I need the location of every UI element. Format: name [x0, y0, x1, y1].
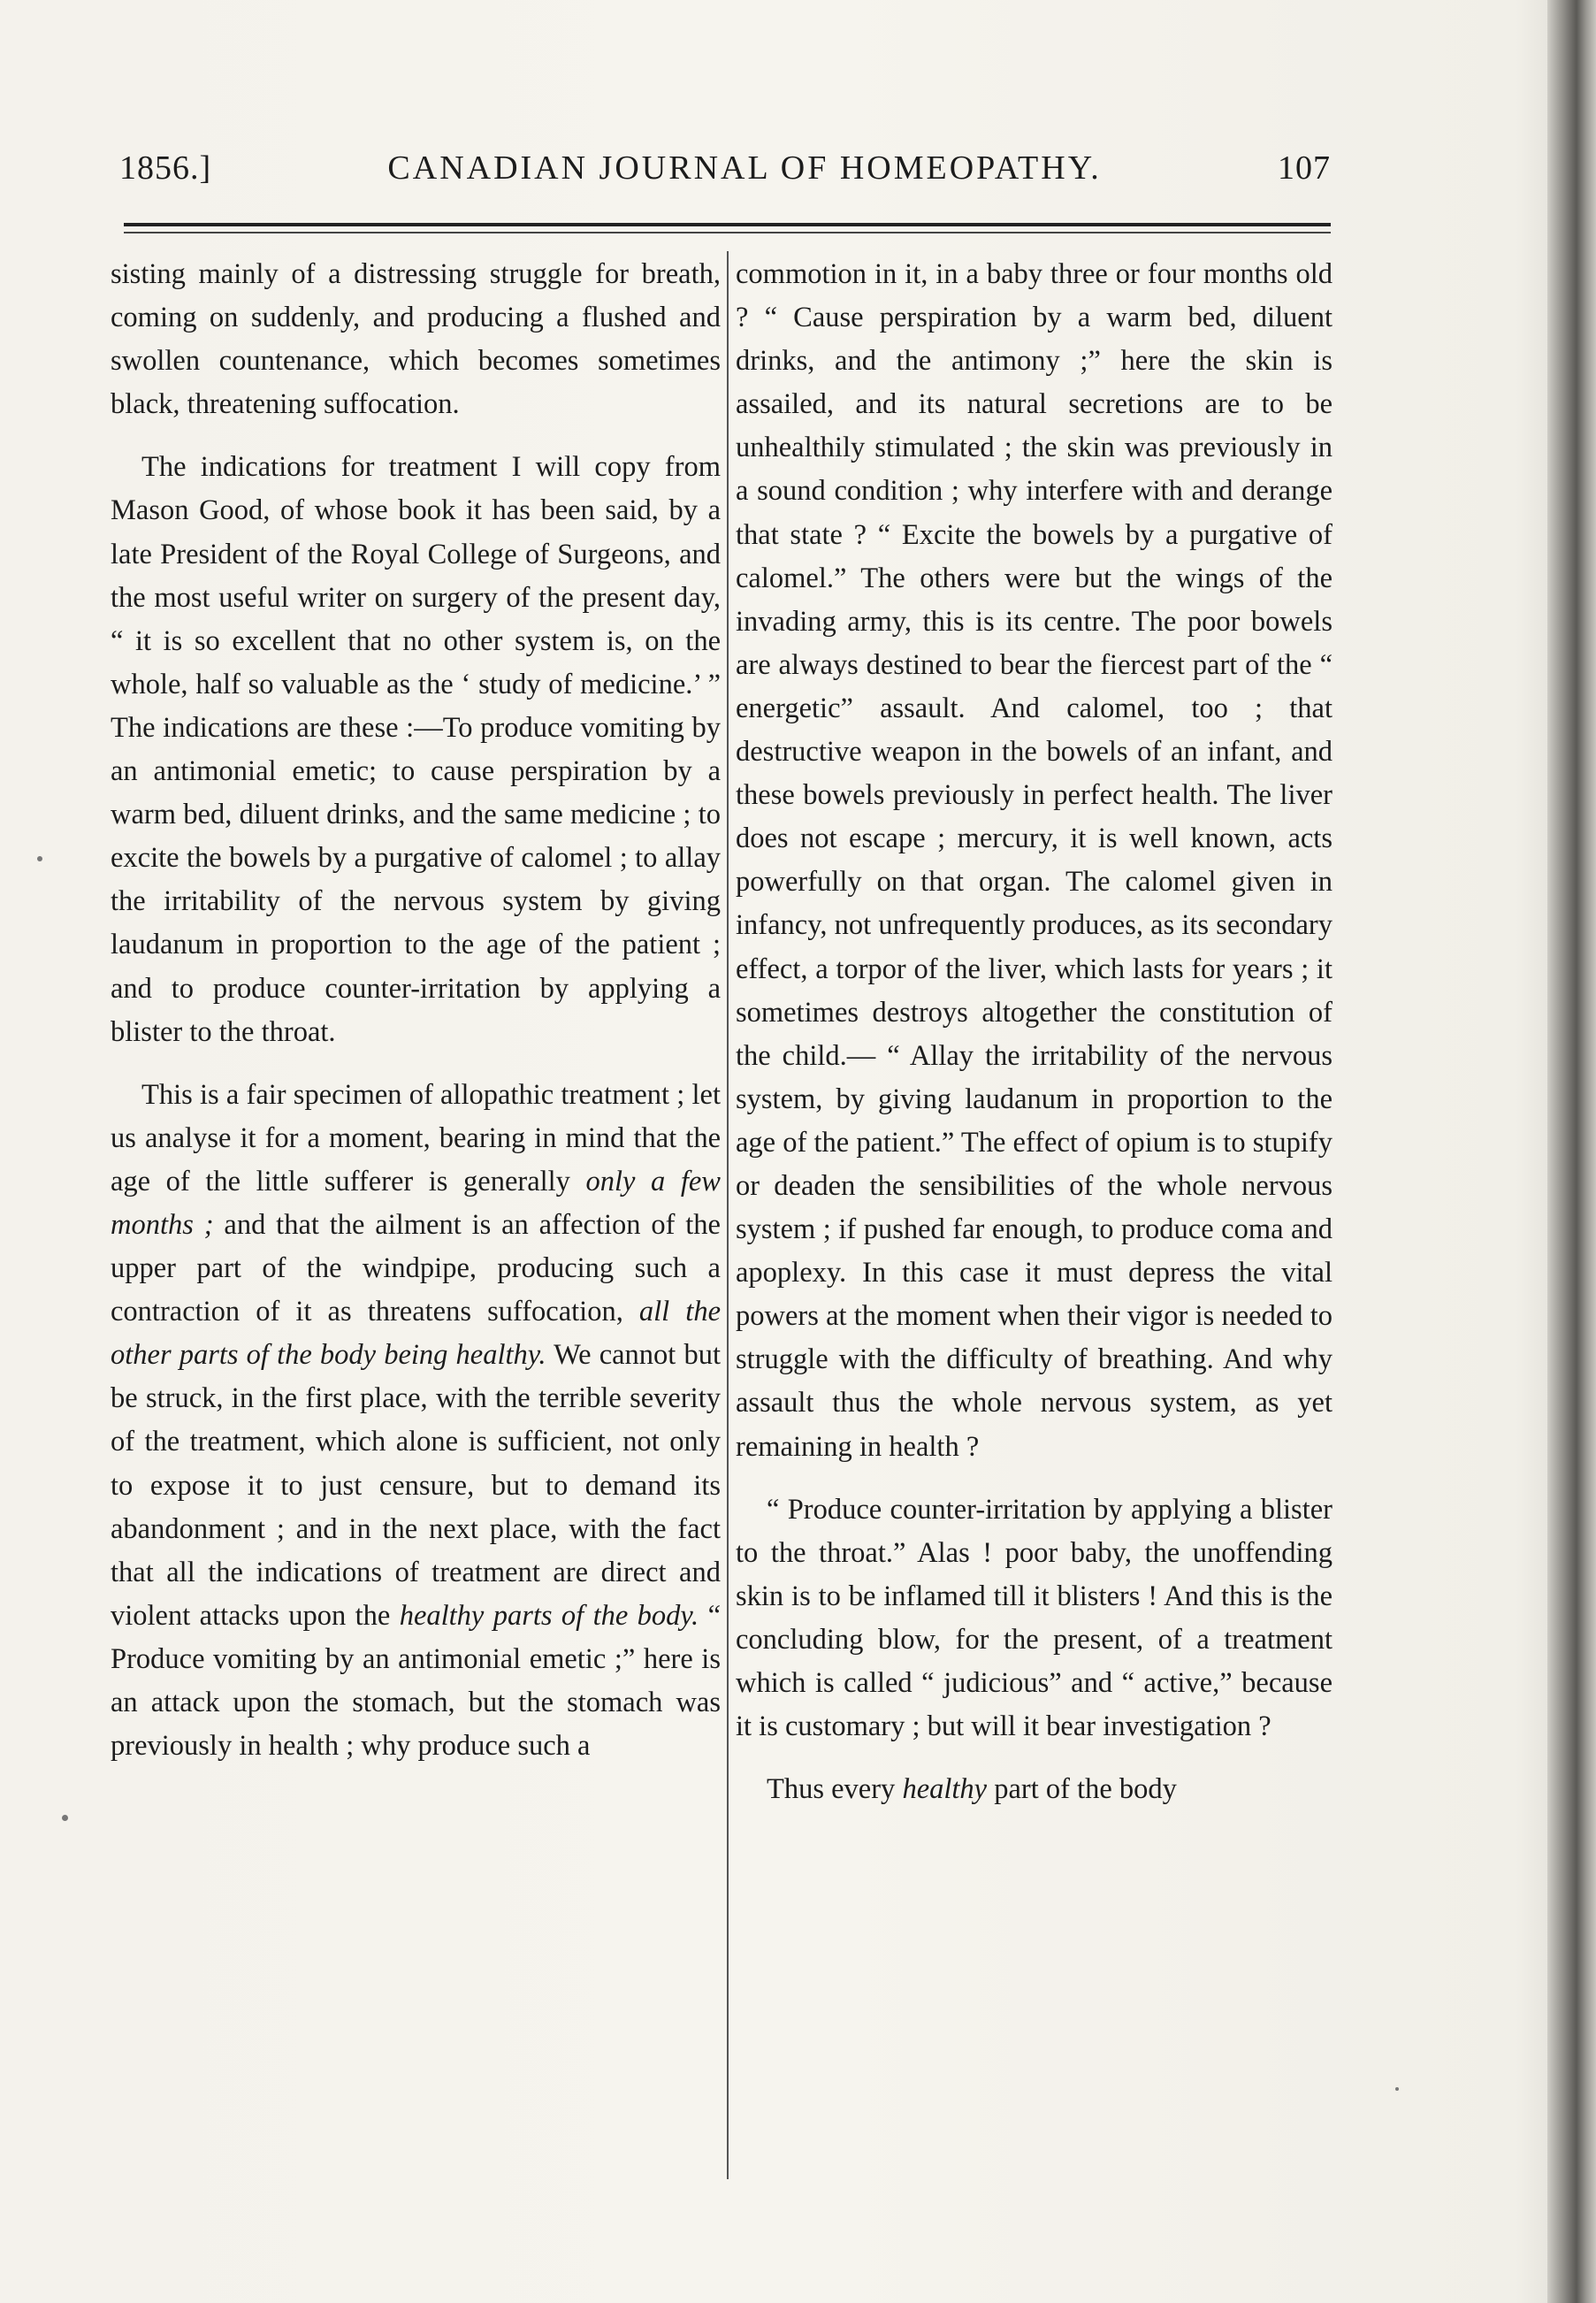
left-paragraph-1: sisting mainly of a distressing struggle for breath, coming on suddenly, and producing a flushed and swollen countenance, which becomes sometimes black, threatening suffocation. [111, 258, 721, 421]
left-column [111, 253, 721, 1787]
page-number: 107 [1278, 149, 1331, 187]
text-run: part of the body [987, 1773, 1177, 1806]
left-paragraph-2: The indications for treatment I will copy from Mason Good, of whose book it has been said, by a late President of the Royal College of Surgeons, and the most useful writer on surgery of the present day, “ it is so excellent that no other system is, on the whole, half so valuable as the ‘ study of medicine.’ ” The indications are these :—To produce vomiting by an antimonial emetic; to cause perspiration by a warm bed, diluent drinks, and the same medicine ; to excite the bowels by a purgative of calomel ; to allay the irritability of the nervous system by giving laudanum in proportion to the age of the patient ; and to produce counter-irritation by applying a blister to the throat. [111, 451, 721, 1048]
right-paragraph-2: “ Produce counter-irritation by applying a blister to the throat.” Alas ! poor baby, the unoffending skin is to be inflamed till it blisters ! And this is the concluding blow, for the present, of a treatment which is called “ judicious” and “ active,” because it is customary ; but will it bear investigation ? [736, 1493, 1333, 1743]
journal-title: CANADIAN JOURNAL OF HOMEOPATHY. [387, 149, 1102, 187]
paper-speck [37, 856, 42, 861]
left-paragraph-3 [111, 1074, 721, 1769]
header-rule-thick [124, 223, 1331, 226]
running-header [119, 149, 1331, 202]
italic-run: healthy parts of the body. [399, 1599, 699, 1632]
header-year: 1856.] [119, 149, 212, 187]
text-run: and that the ailment is an affection of the upper part of the windpipe, producing such a contraction of it as threatens suffocation, [111, 1208, 721, 1328]
italic-run: healthy [902, 1773, 988, 1806]
column-divider [727, 251, 729, 2179]
italic-run: only a few months ; [111, 1165, 721, 1241]
right-column [736, 253, 1333, 1831]
italic-run: all the other parts of the body being healthy. [111, 1296, 721, 1372]
right-paragraph-1: commotion in it, in a baby three or four months old ? “ Cause perspiration by a warm bed, diluent drinks, and the antimony ;” here the skin is assailed, and its natural secretions are to be unhealthily stimulated ; the skin was previously in a sound condition ; why interfere with and derange that state ? “ Excite the bowels by a purgative of calomel.” The others were but the wings of the invading army, this is its centre. The poor bowels are always destined to bear the fiercest part of the “ energetic” assault. And calomel, too ; that destructive weapon in the bowels of an infant, and these bowels previously in perfect health. The liver does not escape ; mercury, it is well known, acts powerfully on that organ. The calomel given in infancy, not unfrequently produces, as its secondary effect, a torpor of the liver, which lasts for years ; it sometimes destroys altogether the constitution of the child.— “ Allay the irritability of the nervous system, by giving laudanum in proportion to the age of the patient.” The effect of opium is to stupify or deaden the sensibilities of the whole nervous system ; if pushed far enough, to produce coma and apoplexy. In this case it must depress the vital powers at the moment when their vigor is needed to struggle with the difficulty of breathing. And why assault thus the whole nervous system, as yet remaining in health ? [736, 258, 1333, 1463]
right-paragraph-3 [736, 1768, 1333, 1811]
paper-speck [1395, 2087, 1399, 2091]
text-run: This is a fair specimen of allopathic treatment ; let us analyse it for a moment, bearing in mind that the age of the little sufferer is generally [111, 1078, 721, 1197]
book-spine [1547, 0, 1596, 2303]
header-rule-thin [124, 232, 1331, 233]
paper-speck [62, 1815, 68, 1821]
text-run: Thus every [767, 1773, 903, 1806]
text-run: We cannot but be struck, in the first place, with the terrible severity of the treatment, which alone is sufficient, not only to expose it to just censure, but to demand its abandonment ; and in the next place, with the fact that all the indications of treatment are direct and violent attacks upon the [111, 1339, 721, 1632]
text-run: “ Produce vomiting by an antimonial emetic ;” here is an attack upon the stomach, but the stomach was previously in health ; why produce such a [111, 1599, 721, 1763]
